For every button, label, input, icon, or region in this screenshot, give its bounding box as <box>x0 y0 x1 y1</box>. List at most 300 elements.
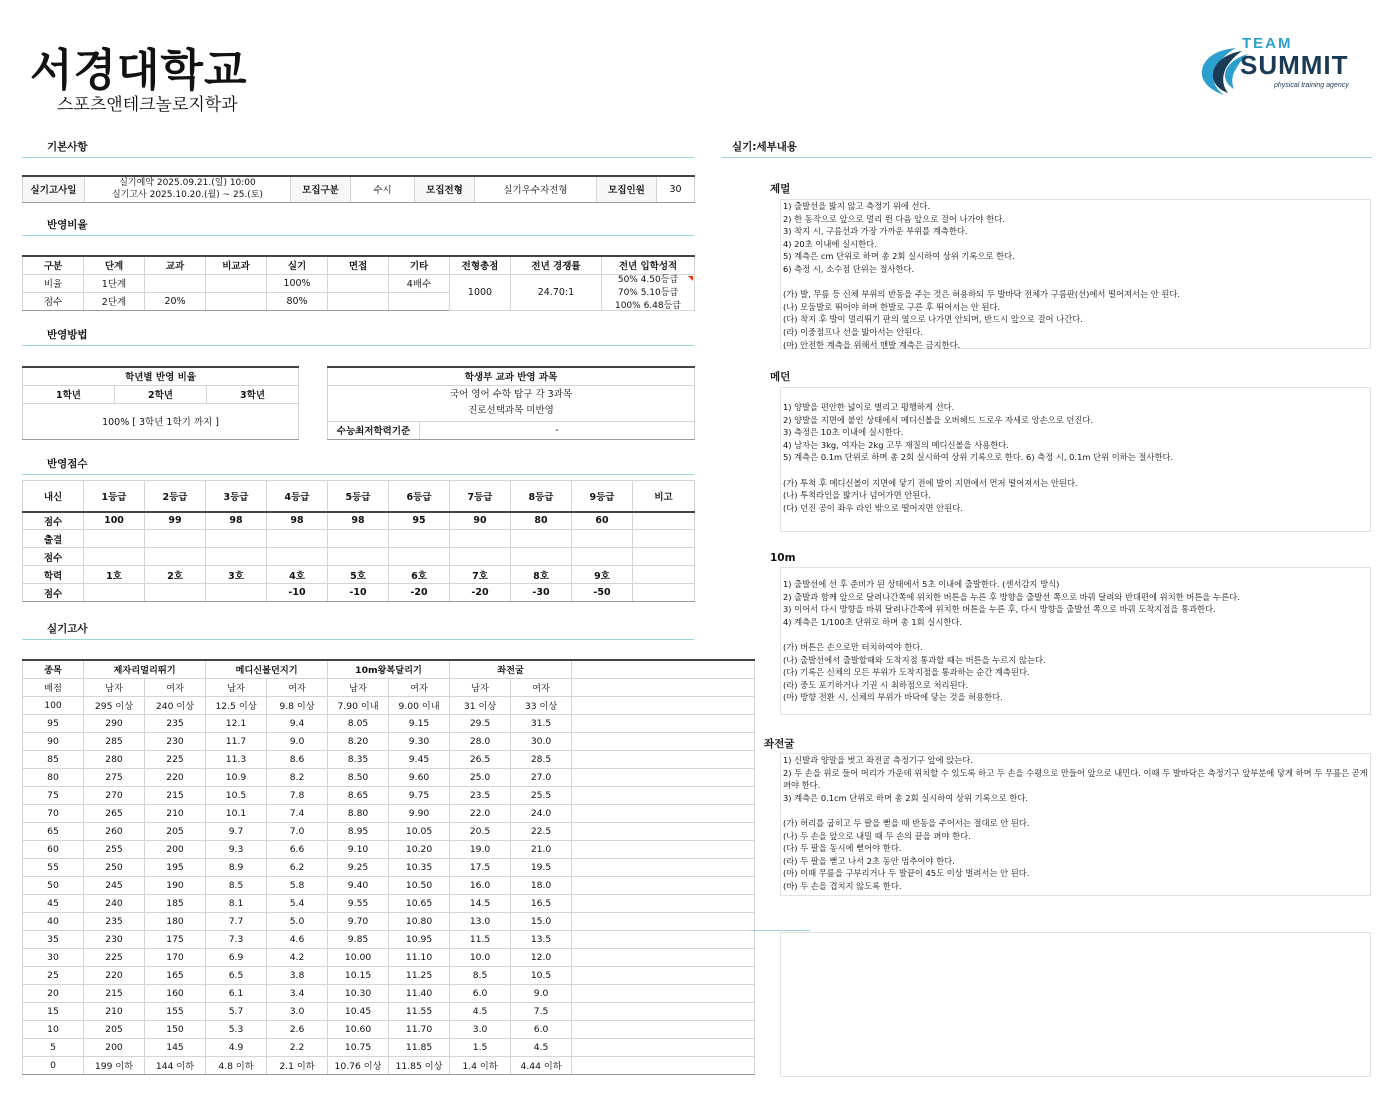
detail-line: (마) 안전한 계측을 위해서 맨발 계측은 금지한다. <box>783 339 961 350</box>
detail-line: 5) 계측은 cm 단위로 하며 총 2회 실시하여 상위 기록으로 한다. <box>783 251 1015 262</box>
section-details-title: 실기:세부내용 <box>732 141 798 153</box>
score-cell <box>328 530 389 548</box>
practical-cell: 10.9 <box>206 768 267 786</box>
practical-row <box>23 822 755 840</box>
score-cell <box>511 530 572 548</box>
detail-title-medicine-ball: 메던 <box>770 371 791 383</box>
practical-cell: 25.0 <box>450 768 511 786</box>
practical-cell: 265 <box>84 804 145 822</box>
practical-cell: 7.4 <box>267 804 328 822</box>
logo-summit-text: SUMMIT <box>1240 50 1349 80</box>
practical-cell: 10.60 <box>328 1020 389 1038</box>
practical-empty-cell <box>572 786 755 804</box>
practical-cell: 45 <box>23 894 84 912</box>
detail-line: (가) 허리를 굽히고 두 팔을 뻗을 때 반동을 주어서는 절대로 안 된다. <box>783 817 1030 828</box>
score-cell <box>145 584 206 602</box>
practical-sub-cell: 여자 <box>389 678 450 696</box>
practical-cell: 7.90 이내 <box>328 696 389 714</box>
practical-cell: 8.2 <box>267 768 328 786</box>
practical-cell: 75 <box>23 786 84 804</box>
practical-cell: 95 <box>23 714 84 732</box>
detail-line: 4) 계측은 1/100초 단위로 하며 총 1회 실시한다. <box>783 616 963 627</box>
practical-header-cell: 10m왕복달리기 <box>328 660 450 678</box>
practical-cell: 8.80 <box>328 804 389 822</box>
practical-cell: 9.8 이상 <box>267 696 328 714</box>
score-cell: 출결 <box>23 530 84 548</box>
section-score-title: 반영점수 <box>47 458 88 470</box>
subject-main: 국어 영어 수학 탐구 각 3과목 <box>449 389 573 400</box>
practical-cell: 25 <box>23 966 84 984</box>
detail-line: 3) 착지 시, 구름선과 가장 가까운 부위를 계측한다. <box>783 226 968 237</box>
practical-cell: 285 <box>84 732 145 750</box>
practical-cell: 11.85 이상 <box>389 1056 450 1074</box>
score-cell: 점수 <box>23 512 84 530</box>
practical-cell: 11.5 <box>450 930 511 948</box>
detail-line: 1) 출발선을 밟지 않고 측정기 위에 선다. <box>783 201 931 211</box>
score-cell: 2호 <box>145 566 206 584</box>
grade-ratio-value: 100% [ 3학년 1학기 까지 ] <box>23 403 299 439</box>
practical-cell: 10.5 <box>511 966 572 984</box>
practical-cell: 16.0 <box>450 876 511 894</box>
practical-cell: 4.5 <box>450 1002 511 1020</box>
practical-cell: 10.30 <box>328 984 389 1002</box>
detail-title-sit-reach: 좌전굴 <box>764 738 795 750</box>
practical-cell: 85 <box>23 750 84 768</box>
score-cell <box>572 530 633 548</box>
practical-cell: 29.5 <box>450 714 511 732</box>
practical-cell: 240 이상 <box>145 696 206 714</box>
practical-cell: 199 이하 <box>84 1056 145 1074</box>
practical-cell: 6.1 <box>206 984 267 1002</box>
practical-header-cell: 메디신볼던지기 <box>206 660 328 678</box>
ratio-header-cell: 기타 <box>389 256 450 274</box>
detail-line: 2) 한 동작으로 앞으로 멀리 뛴 다음 앞으로 걸어 나가야 한다. <box>783 213 1005 224</box>
practical-cell: 9.75 <box>389 786 450 804</box>
practical-cell: 9.3 <box>206 840 267 858</box>
empty-detail-box <box>780 932 1371 1077</box>
practical-cell: 0 <box>23 1056 84 1074</box>
practical-cell: 12.0 <box>511 948 572 966</box>
practical-cell: 235 <box>84 912 145 930</box>
practical-cell: 165 <box>145 966 206 984</box>
practical-cell: 5.8 <box>267 876 328 894</box>
practical-cell: 10.0 <box>450 948 511 966</box>
practical-cell: 220 <box>84 966 145 984</box>
practical-cell: 2.2 <box>267 1038 328 1056</box>
practical-cell: 195 <box>145 858 206 876</box>
practical-cell: 1.5 <box>450 1038 511 1056</box>
practical-sub-cell: 남자 <box>206 678 267 696</box>
ratio-header-cell: 구분 <box>23 256 84 274</box>
score-cell: 8호 <box>511 566 572 584</box>
practical-cell: 10.45 <box>328 1002 389 1020</box>
ratio-cell <box>206 274 267 292</box>
university-title: 서경대학교 <box>30 45 248 96</box>
practical-cell: 9.7 <box>206 822 267 840</box>
practical-cell: 9.0 <box>267 732 328 750</box>
score-header-cell: 6등급 <box>389 481 450 512</box>
subject-title: 학생부 교과 반영 과목 <box>328 367 695 385</box>
practical-cell: 250 <box>84 858 145 876</box>
practical-cell: 11.10 <box>389 948 450 966</box>
practical-cell: 60 <box>23 840 84 858</box>
practical-row <box>23 1002 755 1020</box>
practical-cell: 24.0 <box>511 804 572 822</box>
score-header-cell: 내신 <box>23 481 84 512</box>
practical-cell: 235 <box>145 714 206 732</box>
detail-box-medicine-ball <box>780 387 1371 532</box>
practical-cell: 8.5 <box>450 966 511 984</box>
score-header-cell: 8등급 <box>511 481 572 512</box>
practical-cell: 10.65 <box>389 894 450 912</box>
practical-empty-cell <box>572 732 755 750</box>
ratio-cell: 1단계 <box>84 274 145 292</box>
score-cell <box>206 548 267 566</box>
practical-cell: 5.0 <box>267 912 328 930</box>
practical-cell: 6.0 <box>450 984 511 1002</box>
score-cell <box>633 548 695 566</box>
practical-cell: 5 <box>23 1038 84 1056</box>
practical-row <box>23 1038 755 1056</box>
practical-cell: 4.44 이하 <box>511 1056 572 1074</box>
practical-cell: 230 <box>84 930 145 948</box>
practical-cell: 6.0 <box>511 1020 572 1038</box>
detail-line: (나) 모둠발로 뛰어야 하며 한발로 구른 후 뛰어서는 안 된다. <box>783 301 1001 312</box>
practical-cell: 10.15 <box>328 966 389 984</box>
ratio-competition: 24.70:1 <box>511 274 602 310</box>
practical-cell: 160 <box>145 984 206 1002</box>
detail-line: 2) 출발과 함께 앞으로 달려나간쪽에 위치한 버튼을 누른 후 방향을 출발선 쪽으로 바꿔 달려와 반대편에 위치한 버튼을 누른다. <box>783 591 1240 602</box>
score-cell: 1호 <box>84 566 145 584</box>
detail-line: (다) 기록은 신체의 모든 부위가 도착지점을 통과하는 순간 계측된다. <box>783 667 1030 678</box>
practical-cell: 100 <box>23 696 84 714</box>
detail-line: 3) 계측은 0.1cm 단위로 하며 총 2회 실시하여 상위 기록으로 한다. <box>783 792 1028 803</box>
detail-line: 2) 양발을 지면에 붙인 상태에서 메디신볼을 오버헤드 드로우 자세로 앙손으로 던진다. <box>783 414 1094 425</box>
practical-row <box>23 768 755 786</box>
detail-line: 4) 남자는 3kg, 여자는 2kg 고무 재질의 메디신볼을 사용한다. <box>783 439 1009 450</box>
prev-grade-70: 70% 5.10등급 <box>617 288 679 298</box>
practical-empty-cell <box>572 858 755 876</box>
practical-empty-cell <box>572 966 755 984</box>
practical-cell: 8.5 <box>206 876 267 894</box>
score-cell: 80 <box>511 512 572 530</box>
practical-cell: 90 <box>23 732 84 750</box>
practical-empty-cell <box>572 1056 755 1074</box>
practical-cell: 145 <box>145 1038 206 1056</box>
practical-cell: 5.3 <box>206 1020 267 1038</box>
practical-cell: 8.50 <box>328 768 389 786</box>
ratio-cell <box>328 292 389 310</box>
score-header-cell: 3등급 <box>206 481 267 512</box>
score-cell <box>633 530 695 548</box>
practical-empty-cell <box>572 1002 755 1020</box>
detail-line: (가) 버튼은 손으로만 터치하여야 한다. <box>783 641 923 652</box>
practical-cell: 10.00 <box>328 948 389 966</box>
score-cell <box>267 530 328 548</box>
practical-cell: 19.5 <box>511 858 572 876</box>
score-cell: 9호 <box>572 566 633 584</box>
detail-box-10m <box>780 567 1371 715</box>
practical-cell: 280 <box>84 750 145 768</box>
practical-table <box>22 659 755 1075</box>
practical-cell: 30 <box>23 948 84 966</box>
practical-cell: 295 이상 <box>84 696 145 714</box>
score-cell: 4호 <box>267 566 328 584</box>
practical-cell: 9.55 <box>328 894 389 912</box>
ratio-header-cell: 전형총점 <box>450 256 511 274</box>
practical-empty-cell <box>572 984 755 1002</box>
practical-row <box>23 750 755 768</box>
score-cell <box>389 548 450 566</box>
ratio-header-cell: 단계 <box>84 256 145 274</box>
practical-sub-cell: 남자 <box>450 678 511 696</box>
practical-cell: 18.0 <box>511 876 572 894</box>
practical-empty-cell <box>572 1038 755 1056</box>
practical-cell: 180 <box>145 912 206 930</box>
score-cell <box>389 530 450 548</box>
practical-row <box>23 930 755 948</box>
section-practical <box>22 623 694 640</box>
practical-empty-cell <box>572 696 755 714</box>
practical-cell: 7.8 <box>267 786 328 804</box>
detail-line: (나) 출발선에서 출발할때와 도착지점 통과할 때는 버튼을 누르지 않는다. <box>783 654 1046 665</box>
exam-reservation-date: 실기예약 2025.09.21.(일) 10:00 <box>119 178 256 189</box>
practical-cell: 10.35 <box>389 858 450 876</box>
practical-cell: 16.5 <box>511 894 572 912</box>
practical-row <box>23 732 755 750</box>
practical-cell: 9.4 <box>267 714 328 732</box>
practical-cell: 144 이하 <box>145 1056 206 1074</box>
practical-header-cell: 종목 <box>23 660 84 678</box>
grade-ratio-title: 학년별 반영 비율 <box>23 367 299 385</box>
ratio-cell: 4배수 <box>389 274 450 292</box>
practical-empty-cell <box>572 912 755 930</box>
practical-cell: 8.6 <box>267 750 328 768</box>
ratio-table <box>22 255 695 311</box>
practical-cell: 15 <box>23 1002 84 1020</box>
practical-cell: 200 <box>145 840 206 858</box>
score-cell: 점수 <box>23 584 84 602</box>
detail-line <box>781 276 1370 289</box>
practical-cell: 13.0 <box>450 912 511 930</box>
score-cell: -50 <box>572 584 633 602</box>
practical-cell: 215 <box>145 786 206 804</box>
subject-list <box>328 385 695 421</box>
practical-row <box>23 858 755 876</box>
practical-cell: 9.00 이내 <box>389 696 450 714</box>
practical-cell: 6.6 <box>267 840 328 858</box>
score-cell: 95 <box>389 512 450 530</box>
ratio-header-cell: 면접 <box>328 256 389 274</box>
practical-cell: 9.70 <box>328 912 389 930</box>
practical-row <box>23 696 755 714</box>
exam-date-label: 실기고사일 <box>23 176 85 202</box>
practical-cell: 10.80 <box>389 912 450 930</box>
score-cell: 6호 <box>389 566 450 584</box>
score-cell: 99 <box>145 512 206 530</box>
practical-cell: 3.8 <box>267 966 328 984</box>
practical-sub-cell: 여자 <box>511 678 572 696</box>
practical-empty-cell <box>572 1020 755 1038</box>
detail-line: (바) 두 손을 겹치지 않도록 한다. <box>783 880 902 891</box>
practical-cell: 9.10 <box>328 840 389 858</box>
practical-cell: 20.5 <box>450 822 511 840</box>
score-cell <box>633 566 695 584</box>
section-method <box>22 329 694 346</box>
practical-cell: 9.60 <box>389 768 450 786</box>
practical-cell: 10.95 <box>389 930 450 948</box>
practical-cell: 270 <box>84 786 145 804</box>
comment-marker-icon <box>688 276 693 281</box>
section-score <box>22 458 694 475</box>
practical-cell: 240 <box>84 894 145 912</box>
practical-cell: 3.0 <box>450 1020 511 1038</box>
practical-empty-cell <box>572 804 755 822</box>
practical-header-cell: 좌전굴 <box>450 660 572 678</box>
practical-cell: 205 <box>145 822 206 840</box>
practical-cell: 9.25 <box>328 858 389 876</box>
detail-line: (다) 착지 후 발이 멀리뛰기 판의 옆으로 나가면 안되며, 반드시 앞으로 걸어 나간다. <box>783 314 1083 325</box>
practical-cell: 6.9 <box>206 948 267 966</box>
practical-empty-cell <box>572 750 755 768</box>
detail-line: 4) 20초 이내에 실시한다. <box>783 238 877 249</box>
section-method-title: 반영방법 <box>47 329 88 341</box>
detail-line: (라) 두 팔을 뻗고 나서 2초 동안 멈추어야 한다. <box>783 855 955 866</box>
score-cell <box>84 548 145 566</box>
practical-cell: 11.55 <box>389 1002 450 1020</box>
practical-row <box>23 1020 755 1038</box>
practical-cell: 8.1 <box>206 894 267 912</box>
logo-team-text: TEAM <box>1242 35 1293 52</box>
practical-cell: 27.0 <box>511 768 572 786</box>
score-cell <box>206 584 267 602</box>
score-cell: 98 <box>206 512 267 530</box>
ratio-cell <box>389 292 450 310</box>
recruit-type-value: 수시 <box>351 176 415 202</box>
detail-line: 1) 양발을 편안한 넓이로 벌리고 평행하게 선다. <box>783 402 955 412</box>
practical-cell: 22.5 <box>511 822 572 840</box>
detail-line: (가) 투척 후 메디신볼이 지면에 닿기 전에 발이 지면에서 먼저 떨어져서는 안된다. <box>783 477 1078 488</box>
practical-cell: 28.0 <box>450 732 511 750</box>
score-table <box>22 480 695 602</box>
practical-cell: 35 <box>23 930 84 948</box>
detail-line: 1) 신발과 양말을 벗고 좌전굴 측정기구 앞에 앉는다. <box>783 755 973 765</box>
practical-cell: 23.5 <box>450 786 511 804</box>
department-subtitle: 스포츠앤테크놀로지학과 <box>57 95 238 115</box>
grade-2-header: 2학년 <box>115 385 207 403</box>
practical-cell: 9.85 <box>328 930 389 948</box>
section-basic <box>22 141 694 158</box>
practical-cell: 31 이상 <box>450 696 511 714</box>
practical-empty-cell <box>572 876 755 894</box>
practical-cell: 11.3 <box>206 750 267 768</box>
detail-box-sit-reach <box>780 753 1371 896</box>
score-cell <box>206 530 267 548</box>
detail-line: (마) 이때 무릎을 구부리거나 두 발끝이 45도 이상 벌려서는 안 된다. <box>783 868 1030 879</box>
practical-cell: 9.90 <box>389 804 450 822</box>
practical-cell: 7.0 <box>267 822 328 840</box>
score-header-cell: 9등급 <box>572 481 633 512</box>
practical-row <box>23 894 755 912</box>
practical-cell: 5.7 <box>206 1002 267 1020</box>
practical-cell: 10.1 <box>206 804 267 822</box>
grade-ratio-table <box>22 366 299 440</box>
ratio-header-cell: 실기 <box>267 256 328 274</box>
practical-cell: 220 <box>145 768 206 786</box>
detail-line: 3) 측정은 10초 이내에 실시한다. <box>783 427 904 438</box>
exam-period: 실기고사 2025.10.20.(월) ~ 25.(토) <box>111 190 264 201</box>
practical-cell: 205 <box>84 1020 145 1038</box>
detail-line: (라) 이중점프나 선을 밟아서는 안된다. <box>783 326 923 337</box>
practical-cell: 200 <box>84 1038 145 1056</box>
ratio-cell: 80% <box>267 292 328 310</box>
practical-cell: 225 <box>145 750 206 768</box>
practical-cell: 9.45 <box>389 750 450 768</box>
practical-cell: 275 <box>84 768 145 786</box>
practical-cell: 80 <box>23 768 84 786</box>
practical-sub-cell: 여자 <box>145 678 206 696</box>
subject-table <box>327 366 695 440</box>
practical-sub-cell: 여자 <box>267 678 328 696</box>
practical-empty-cell <box>572 768 755 786</box>
ratio-total-score: 1000 <box>450 274 511 310</box>
grade-3-header: 3학년 <box>207 385 299 403</box>
practical-cell: 290 <box>84 714 145 732</box>
practical-cell: 9.30 <box>389 732 450 750</box>
practical-cell: 9.0 <box>511 984 572 1002</box>
practical-cell: 155 <box>145 1002 206 1020</box>
practical-cell: 8.20 <box>328 732 389 750</box>
score-cell <box>511 548 572 566</box>
score-cell: 점수 <box>23 548 84 566</box>
prev-grade-50: 50% 4.50등급 <box>617 275 679 285</box>
practical-cell: 19.0 <box>450 840 511 858</box>
practical-row <box>23 912 755 930</box>
ratio-cell <box>328 274 389 292</box>
practical-cell: 20 <box>23 984 84 1002</box>
practical-cell: 8.65 <box>328 786 389 804</box>
score-cell <box>145 548 206 566</box>
practical-sub-cell: 남자 <box>84 678 145 696</box>
score-header-cell: 비고 <box>633 481 695 512</box>
practical-cell: 11.40 <box>389 984 450 1002</box>
score-cell: 98 <box>267 512 328 530</box>
score-cell: 100 <box>84 512 145 530</box>
practical-cell: 225 <box>84 948 145 966</box>
score-header-cell: 4등급 <box>267 481 328 512</box>
score-cell <box>450 530 511 548</box>
practical-cell: 21.0 <box>511 840 572 858</box>
ratio-prev-grades <box>602 274 695 310</box>
practical-cell: 210 <box>84 1002 145 1020</box>
practical-row <box>23 966 755 984</box>
practical-cell: 11.25 <box>389 966 450 984</box>
practical-cell: 8.9 <box>206 858 267 876</box>
score-cell <box>84 584 145 602</box>
practical-sub-cell: 배점 <box>23 678 84 696</box>
practical-cell: 8.95 <box>328 822 389 840</box>
practical-row <box>23 876 755 894</box>
score-header-cell: 7등급 <box>450 481 511 512</box>
practical-cell: 4.8 이하 <box>206 1056 267 1074</box>
section-details <box>722 141 1372 158</box>
prev-grade-100: 100% 6.48등급 <box>614 301 682 311</box>
practical-cell: 245 <box>84 876 145 894</box>
practical-cell: 230 <box>145 732 206 750</box>
practical-cell: 9.40 <box>328 876 389 894</box>
practical-cell: 12.1 <box>206 714 267 732</box>
ratio-cell: 100% <box>267 274 328 292</box>
